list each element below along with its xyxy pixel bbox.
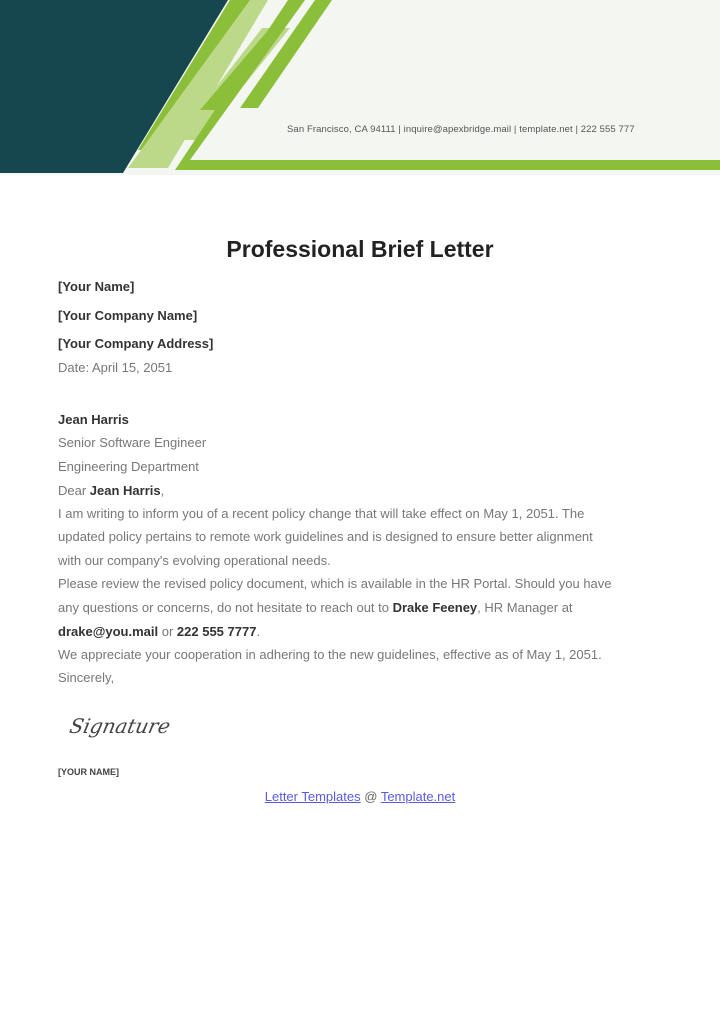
paragraph-2-text: . (256, 624, 261, 639)
paragraph-3: We appreciate your cooperation in adhering to the new guidelines, effective as of May 1, 2051. (58, 647, 602, 662)
sender-name: [Your Name] (58, 279, 135, 294)
paragraph-2-line: Please review the revised policy document, which is available in the HR Portal. Should you have (58, 576, 612, 591)
recipient-department: Engineering Department (58, 459, 199, 474)
recipient-title: Senior Software Engineer (58, 435, 207, 450)
salutation-suffix: , (160, 483, 165, 498)
closing: Sincerely, (58, 670, 115, 685)
recipient-name: Jean Harris (58, 412, 129, 427)
sender-company: [Your Company Name] (58, 308, 198, 323)
paragraph-1-line: with our company's evolving operational needs. (58, 553, 331, 568)
hr-contact-name: Drake Feeney (392, 600, 478, 615)
signature: Signature (67, 714, 173, 738)
salutation-prefix: Dear (58, 483, 90, 498)
contact-info: San Francisco, CA 94111 | inquire@apexbridge.mail | template.net | 222 555 777 (287, 124, 635, 135)
paragraph-2-text: , HR Manager at (477, 600, 573, 615)
hr-contact-email: drake@you.mail (58, 624, 159, 639)
paragraph-2-line (58, 624, 260, 639)
letterhead-banner (0, 0, 720, 175)
paragraph-2-text: any questions or concerns, do not hesitate to reach out to (58, 600, 393, 615)
paragraph-2-text: or (158, 624, 177, 639)
signoff-name: [YOUR NAME] (58, 767, 119, 777)
footer-at: @ (360, 789, 381, 804)
letter-templates-link[interactable]: Letter Templates (264, 789, 361, 804)
sender-address: [Your Company Address] (58, 336, 214, 351)
paragraph-2-line (58, 600, 573, 615)
letter-date: Date: April 15, 2051 (58, 360, 173, 375)
paragraph-1-line: I am writing to inform you of a recent policy change that will take effect on May 1, 2051. The (58, 506, 585, 521)
hr-contact-phone: 222 555 7777 (176, 624, 257, 639)
footer-credit (0, 789, 720, 804)
salutation (58, 483, 164, 498)
template-net-link[interactable]: Template.net (380, 789, 456, 804)
page-title: Professional Brief Letter (226, 236, 494, 262)
decorative-stripes-graphic (0, 0, 720, 175)
salutation-name: Jean Harris (89, 483, 161, 498)
paragraph-1-line: updated policy pertains to remote work guidelines and is designed to ensure better alignment (58, 529, 593, 544)
